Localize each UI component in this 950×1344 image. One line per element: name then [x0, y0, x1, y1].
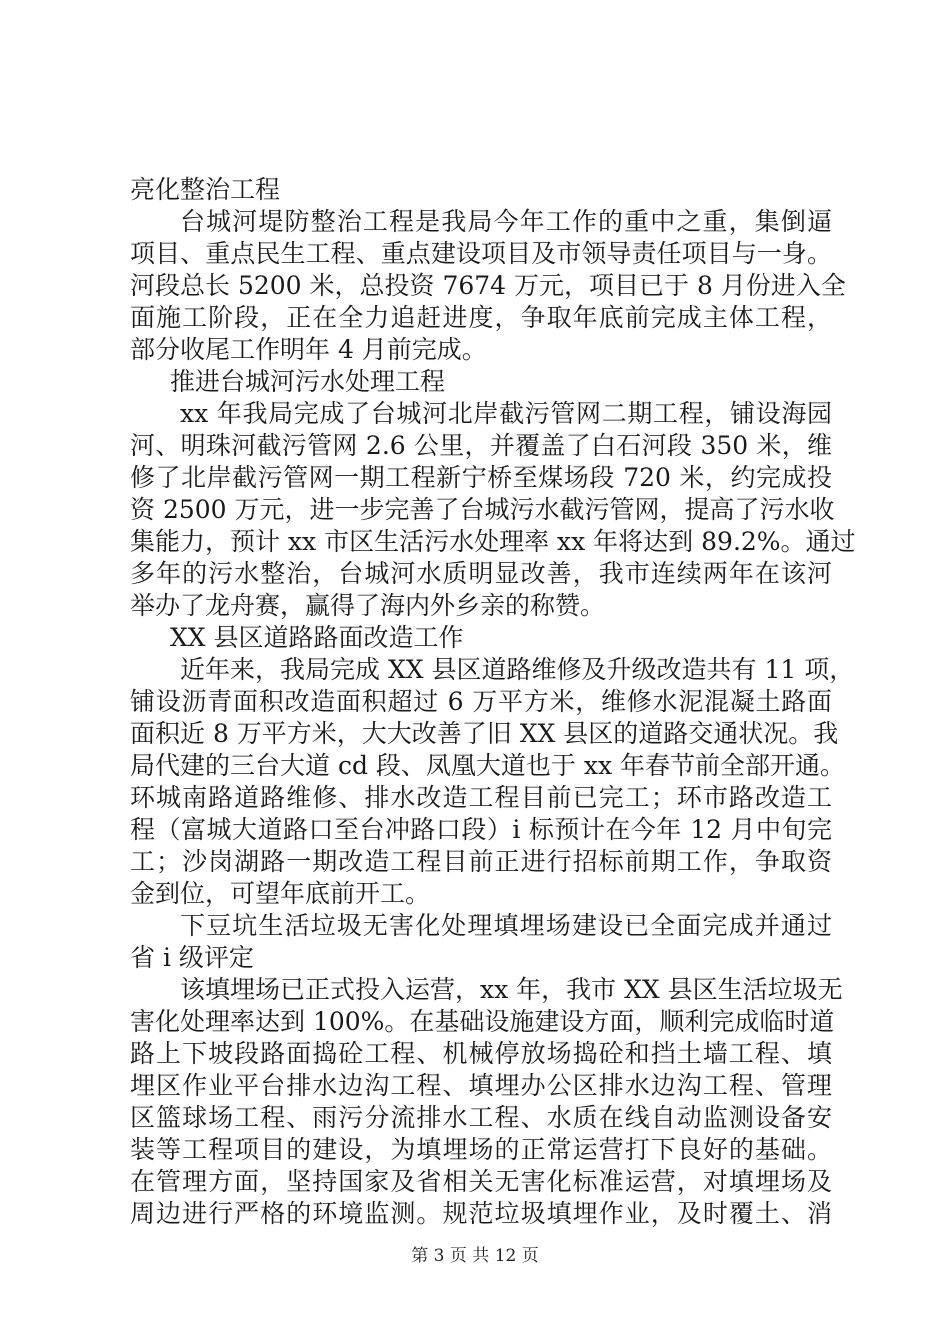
text-line: 金到位，可望年底前开工。	[130, 879, 431, 908]
text-line: 多年的污水整治，台城河水质明显改善，我市连续两年在该河	[130, 559, 832, 588]
text-line: 推进台城河污水处理工程	[170, 367, 446, 396]
text-line: 区篮球场工程、雨污分流排水工程、水质在线自动监测设备安	[130, 1103, 832, 1132]
text-line: 铺设沥青面积改造面积超过 6 万平方米，维修水泥混凝土路面	[130, 687, 832, 716]
text-line: 面积近 8 万平方米，大大改善了旧 XX 县区的道路交通状况。我	[130, 719, 839, 748]
text-line: 埋区作业平台排水边沟工程、填埋办公区排水边沟工程、管理	[130, 1071, 832, 1100]
text-line: 程（富城大道路口至台冲路口段）i 标预计在今年 12 月中旬完	[130, 815, 832, 844]
text-line: 面施工阶段，正在全力追赶进度，争取年底前完成主体工程，	[130, 303, 832, 332]
text-line: 河、明珠河截污管网 2.6 公里，并覆盖了白石河段 350 米，维	[130, 431, 832, 460]
text-line: 该填埋场已正式投入运营，xx 年，我市 XX 县区生活垃圾无	[180, 975, 843, 1004]
text-line: 集能力，预计 xx 市区生活污水处理率 xx 年将达到 89.2%。通过	[130, 527, 856, 556]
text-line: 部分收尾工作明年 4 月前完成。	[130, 335, 487, 364]
text-line: 举办了龙舟赛，赢得了海内外乡亲的称赞。	[130, 591, 606, 620]
text-line: 路上下坡段路面捣砼工程、机械停放场捣砼和挡土墙工程、填	[130, 1039, 832, 1068]
text-line: 装等工程项目的建设，为填埋场的正常运营打下良好的基础。	[130, 1135, 832, 1164]
text-line: 环城南路道路维修、排水改造工程目前已完工；环市路改造工	[130, 783, 832, 812]
text-line: xx 年我局完成了台城河北岸截污管网二期工程，铺设海园	[180, 399, 832, 428]
text-line: 害化处理率达到 100%。在基础设施建设方面，顺利完成临时道	[130, 1007, 835, 1036]
text-line: 项目、重点民生工程、重点建设项目及市领导责任项目与一身。	[130, 239, 832, 268]
text-line: 亮化整治工程	[130, 175, 281, 204]
text-line: 在管理方面，坚持国家及省相关无害化标准运营，对填埋场及	[130, 1167, 832, 1196]
text-line: 修了北岸截污管网一期工程新宁桥至煤场段 720 米，约完成投	[130, 463, 832, 492]
text-line: 周边进行严格的环境监测。规范垃圾填埋作业，及时覆土、消	[130, 1199, 832, 1228]
text-line: 河段总长 5200 米，总投资 7674 万元，项目已于 8 月份进入全	[130, 271, 846, 300]
text-line: 局代建的三台大道 cd 段、凤凰大道也于 xx 年春节前全部开通。	[130, 751, 845, 780]
text-line: 台城河堤防整治工程是我局今年工作的重中之重，集倒逼	[180, 207, 832, 236]
text-line: 资 2500 万元，进一步完善了台城污水截污管网，提高了污水收	[130, 495, 835, 524]
text-line: 省 i 级评定	[130, 943, 254, 972]
text-line: 下豆坑生活垃圾无害化处理填埋场建设已全面完成并通过	[180, 911, 832, 940]
page-footer: 第 3 页 共 12 页	[411, 1246, 539, 1266]
text-line: 工；沙岗湖路一期改造工程目前正进行招标前期工作，争取资	[130, 847, 832, 876]
document-body	[130, 174, 856, 1230]
text-line: XX 县区道路路面改造工作	[170, 623, 464, 652]
text-line: 近年来，我局完成 XX 县区道路维修及升级改造共有 11 项，	[180, 655, 855, 684]
